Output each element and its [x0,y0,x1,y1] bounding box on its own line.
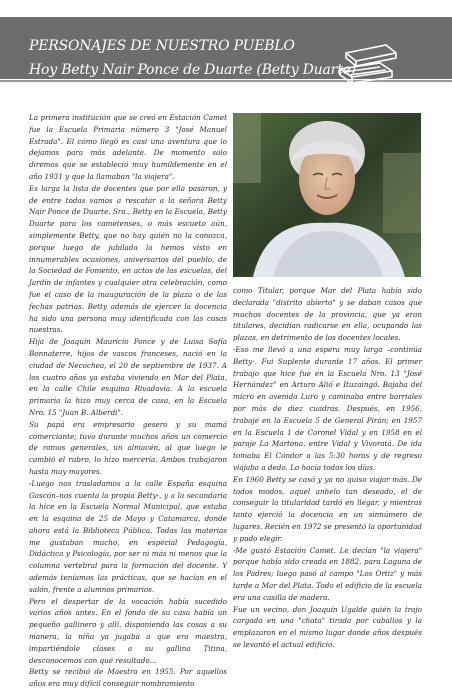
books-icon [336,39,402,91]
paragraph: En 1960 Betty se casó y ya no quiso viajar más. De todos modos, aquel anhelo tan deseado, el de conseguir la titularidad tardó en llegar, y mientras tanto ejerció la docencia en un sinnúmero de lugares. Recién en 1972 se presentó la oportunidad y pudo elegir. [233,474,422,543]
right-column [233,285,422,651]
paragraph: como Titular, porque Mar del Plata había sido declarada "distrito abierto" y se daban casos que muchos docentes de la provincia, que ya eran titulares, decidían radicarse en ella, ocupando las plazas, en detrimento de los docentes locales. [233,286,422,343]
paragraph: La primera institución que se creó en Estación Camet fue la Escuela Primaria número 3 "José Manuel Estrada". El cómo llegó es casi una aventura que lo dejamos para más adelante. De momento solo diremos que se estableció muy humildemente en el año 1931 y que la llamaban "la viajera". [29,113,227,181]
paragraph: Pero el despertar de la vocación había sucedido varios años antes. En el fondo de su casa había un pequeño gallinero y allí, disponiendo las cosas a su manera, la niña ya jugaba a que era maestra, impartiéndole clases a su gallina Titina, desconocemos con qué resultado… [29,596,227,665]
section-title: PERSONAJES DE NUESTRO PUEBLO [29,38,295,54]
paragraph: -Me gustó Estación Camet. Le decían "la viajera" porque había sido creada en 1882, para Laguna de los Padres; luego pasó al campo "Los Ortiz" y más tarde a Mar del Plata. Todo el edificio de la escuela era una casilla de madera. [233,545,422,602]
paragraph: Hija de Joaquín Mauricio Ponce y de Luisa Sofía Bonnaterre, hijos de vascos franceses, nació en la ciudad de Necochea, el 20 de septiembre de 1937. A los cuatro años ya estaba viviendo en Mar del Plata, en la calle Chile esquina Rivadavia. A la escuela primaria la hizo muy cerca de casa, en la Escuela Nro. 15 "Juan B. Alberdi". [29,337,227,417]
article-title: Hoy Betty Nair Ponce de Duarte (Betty Duarte) [29,62,356,78]
paragraph: Es larga la lista de docentes que por ella pasaron, y de entre todas vamos a rescatar a la señora Betty Nair Ponce de Duarte, Sra., Betty en la Escuela, Betty Duarte para los cametenses, o más escueto aún, simplemente Betty, que no hay quién no la conozca, porque luego de jubilada la hemos visto en innumerables ocasiones, aniversarios del pueblo, de la Sociedad de Fomento, en actos de las escuelas, del Jardín de infantes y cualquier otra celebración, como fue el caso de la inauguración de la plaza o de las fechas patrias. Betty además de ejercer la docencia ha sido una persona muy identificada con las cosas nuestras. [29,183,227,335]
paragraph: Betty se recibió de Maestra en 1955. Por aquellos años era muy difícil conseguir nombramiento [29,667,227,689]
portrait-photo [233,113,421,277]
paragraph: Fue un vecino, don Joaquín Ugalde quién la trajo cargada en una "chata" tirada por caballos y la emplazaron en el mismo lugar donde años después se levantó el actual edificio. [233,604,422,649]
paragraph: -Luego nos trasladamos a la calle España esquina Gascón–nos cuenta la propia Betty-, y a la secundaria la hice en la Escuela Normal Municipal, que estaba en la esquina de 25 de Mayo y Catamarca, donde ahora está la Biblioteca Pública. Todas las materias me gustaban mucho, en especial Pedagogía, Didáctica y Psicología, por ser ni más ni menos que la columna vertebral para la formación del docente. Y además teníamos las prácticas, que se hacían en el salón, frente a alumnos primarios. [29,478,227,594]
paragraph: Su papá era empresario gesero y su mamá comerciante; tuvo durante muchos años un comercio de ramos generales, un almacén, al que luego le cambió el rubro, lo hizo mercería. Ambos trabajaron hasta muy mayores. [29,419,227,476]
left-column [29,112,227,690]
paragraph: -Eso me llevó a una espera muy larga –continúa Betty-. Fui Suplente durante 17 años. El primer trabajo que hice fue en la Escuela Nro. 13 "José Hernández" en Arturo Alió e Ituzaingó. Bajaba del micro en avenida Luro y caminaba entre barriales por más de diez cuadras. Después, en 1956, trabajé en la Escuela 5 de General Pirán; en 1957 en la Escuela 1 de Coronel Vidal y en 1958 en el paraje La Martona, entre Vidal y Vivoratá. De ida tomaba El Cóndor a las 5:30 horas y de regreso viajaba a dedo. Lo hacía todos los días. [233,344,422,472]
header-banner [0,17,452,79]
